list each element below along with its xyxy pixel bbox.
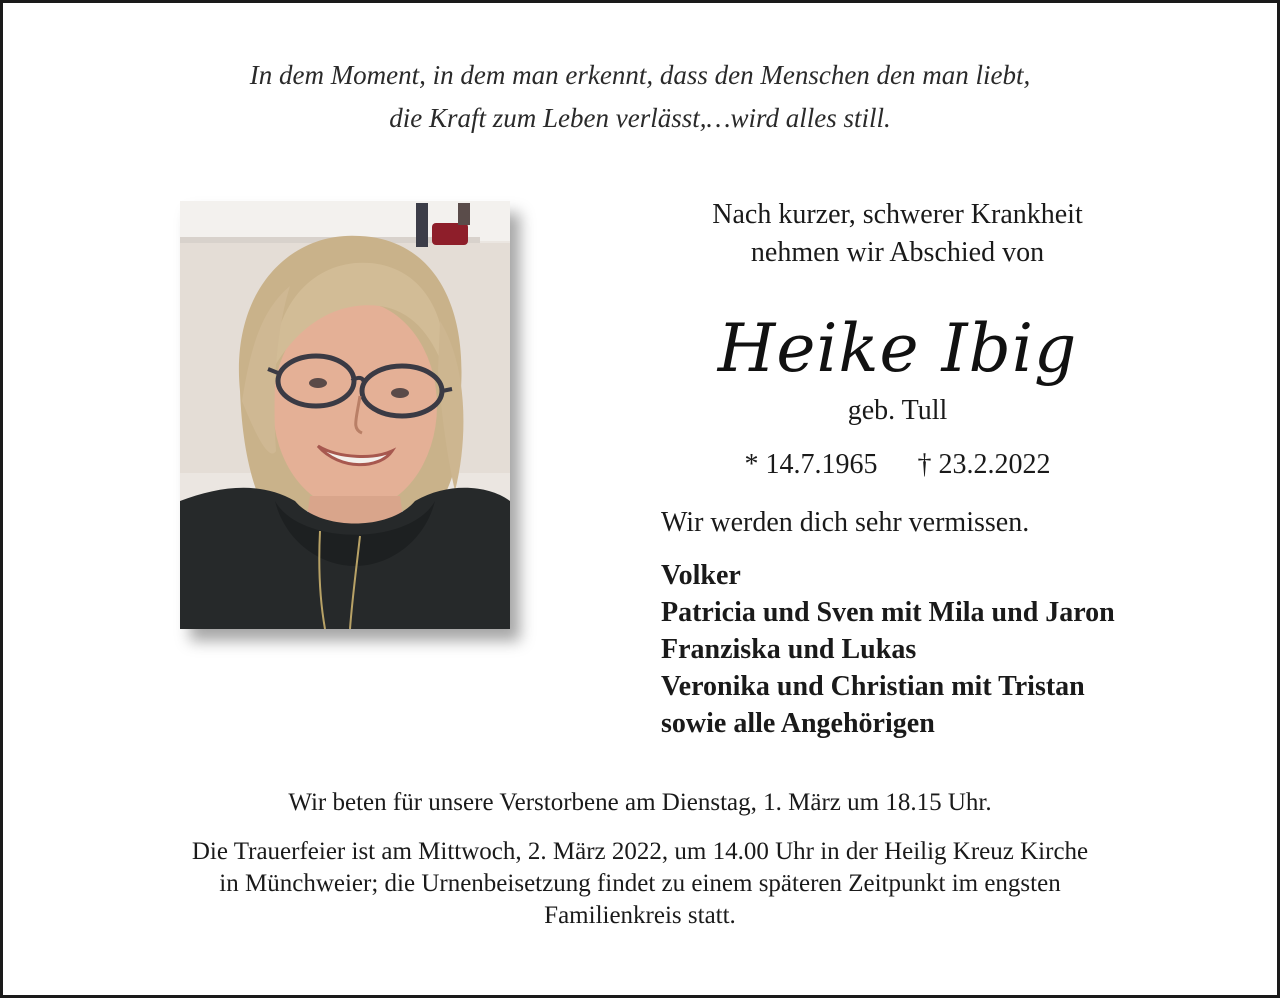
intro-line-2: nehmen wir Abschied von xyxy=(750,237,1045,268)
mourner-line: Franziska und Lukas xyxy=(661,634,917,665)
mourners-list xyxy=(661,557,1115,742)
farewell-message: Wir werden dich sehr vermissen. xyxy=(661,507,1030,538)
intro-line-1: Nach kurzer, schwerer Krankheit xyxy=(712,199,1083,230)
mourner-line: sowie alle Angehörigen xyxy=(661,708,935,739)
announcement-block xyxy=(640,196,1155,482)
mourner-line: Volker xyxy=(661,560,741,591)
mourner-line: Patricia und Sven mit Mila und Jaron xyxy=(661,597,1115,628)
quote-line-1: In dem Moment, in dem man erkennt, dass den Menschen den man liebt, xyxy=(249,60,1031,90)
maiden-name: geb. Tull xyxy=(847,395,948,426)
portrait-photo-frame xyxy=(180,201,510,629)
quote-line-2: die Kraft zum Leben verlässt,…wird alles still. xyxy=(389,103,891,133)
funeral-line-1: Die Trauerfeier ist am Mittwoch, 2. März 2022, um 14.00 Uhr in der Heilig Kreuz Kirche xyxy=(191,838,1089,865)
portrait-photo xyxy=(180,201,510,629)
memorial-quote xyxy=(0,54,1280,140)
death-date: † 23.2.2022 xyxy=(917,449,1051,480)
funeral-line-2: in Münchweier; die Urnenbeisetzung findet zu einem späteren Zeitpunkt im engsten xyxy=(219,870,1061,897)
deceased-name: Heike Ibig xyxy=(717,310,1078,387)
funeral-line-3: Familienkreis statt. xyxy=(544,902,736,929)
funeral-notice xyxy=(90,836,1190,932)
birth-date: * 14.7.1965 xyxy=(744,449,878,480)
intro-text xyxy=(640,196,1155,272)
mourner-line: Veronika und Christian mit Tristan xyxy=(661,671,1085,702)
prayer-notice: Wir beten für unsere Verstorbene am Dienstag, 1. März um 18.15 Uhr. xyxy=(288,789,992,816)
life-dates xyxy=(640,448,1155,482)
